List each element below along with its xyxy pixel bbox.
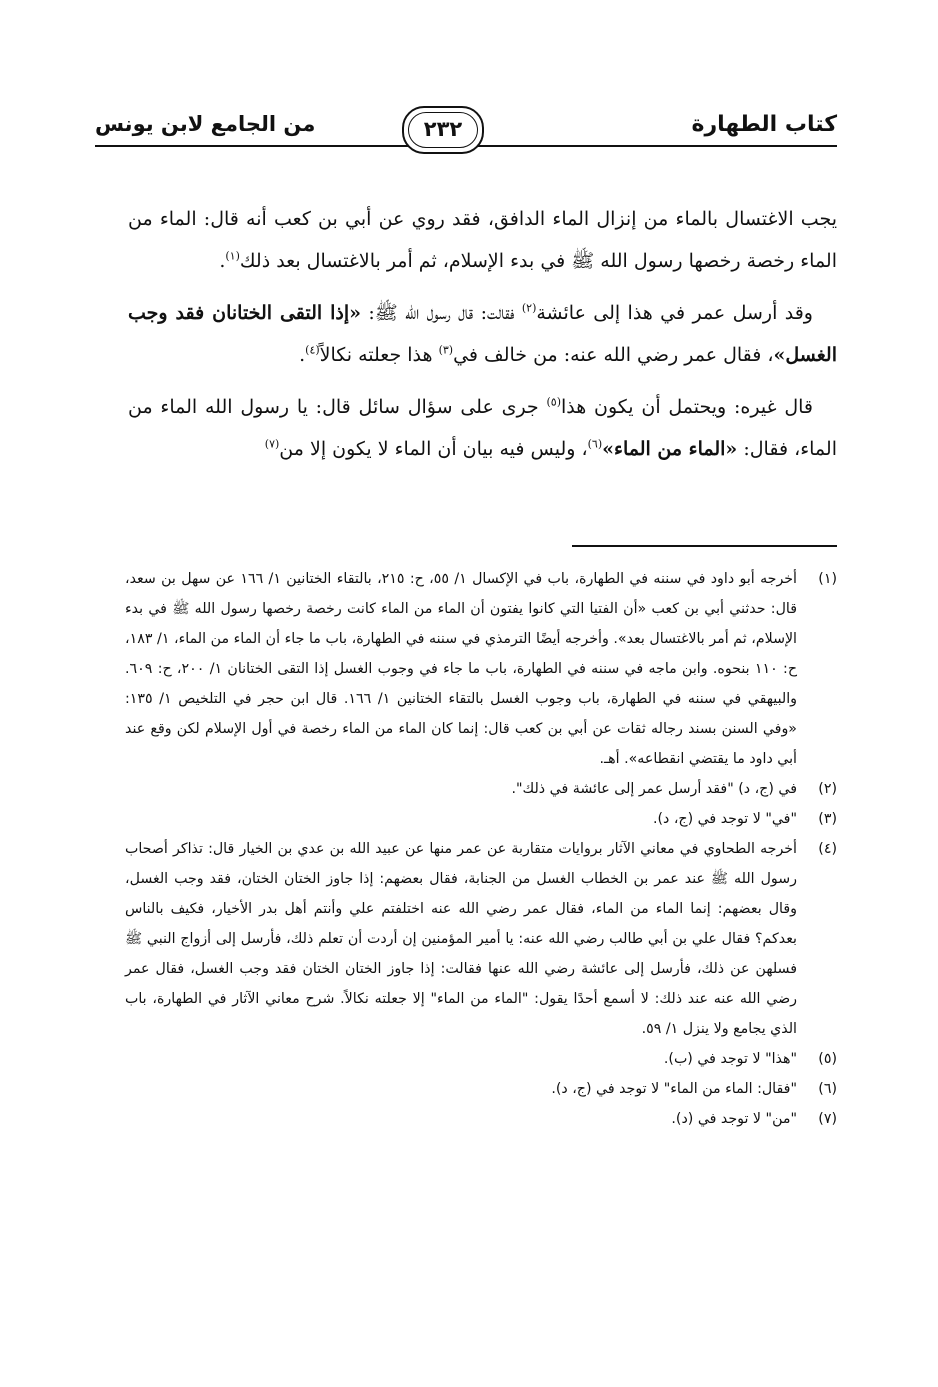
footnote-ref: (٦) <box>587 437 603 451</box>
footnote-number: (٦) <box>818 1081 837 1097</box>
footnote-text: "في" لا توجد في (ج، د). <box>652 811 797 827</box>
paragraph-1 <box>128 198 837 282</box>
text-run: . <box>299 344 306 366</box>
footnote-text: أخرجه أبو داود في سننه في الطهارة، باب في الإكسال ١/ ٥٥، ح: ٢١٥، بالتقاء الختانين ١/ ١٦٦ عن سهل بن سعد، قال: حدثني أبي بن كعب «أن الفتيا التي كانوا يفتون أن الماء من الماء كانت رخصة رخصها رسول الله ﷺ في بدء الإسلام، ثم أمر بالاغتسال بعد». وأخرجه أيضًا الترمذي في سننه في الطهارة، باب ما جاء أن الماء من الماء، ١/ ١٨٣، ح: ١١٠ بنحوه. وابن ماجه في سننه في الطهارة، باب ما جاء في وجوب الغسل إذا التقى الختانان ١/ ٢٠٠، ح: ٦٠٩. والبيهقي في سننه في الطهارة، باب وجوب الغسل بالتقاء الختانين ١/ ١٦٦. قال ابن حجر في التلخيص ١/ ١٣٥: «وفي السنن بسند رجاله ثقات عن أبي بن كعب قال: إنما كان الماء من الماء رخصة في أول الإسلام لكن وقع عند أبي داود ما يقتضي انقطاعه». أهـ. <box>125 571 797 767</box>
hadith-quote: «إذا التقى الختانان فقد وجب الغسل» <box>128 302 837 366</box>
footnote-number: (٥) <box>818 1051 837 1067</box>
text-run: وقد أرسل عمر في هذا إلى عائشة <box>536 302 813 324</box>
footnote-6 <box>125 1074 837 1104</box>
footnote-ref: (٧) <box>264 437 280 451</box>
footnote-text: في (ج، د) "فقد أرسل عمر إلى عائشة في ذلك". <box>511 781 797 797</box>
text-run: قال غيره: ويحتمل أن يكون هذا <box>560 396 813 418</box>
footnote-text: "فقال: الماء من الماء" لا توجد في (ج، د). <box>551 1081 797 1097</box>
text-run: ، فقال عمر رضي الله عنه: من خالف في <box>453 344 774 366</box>
hadith-quote: «الماء من الماء» <box>602 438 738 460</box>
running-header <box>95 112 837 164</box>
footnote-4 <box>125 834 837 1044</box>
footnote-text: "هذا" لا توجد في (ب). <box>663 1051 797 1067</box>
footnote-text: "من" لا توجد في (د). <box>671 1111 797 1127</box>
main-text <box>128 198 837 480</box>
text-run: فقالت: قال رسول الله ﷺ: <box>361 302 522 324</box>
text-run: ، وليس فيه بيان أن الماء لا يكون إلا من <box>279 438 588 460</box>
text-run: . <box>219 250 226 272</box>
footnote-3 <box>125 804 837 834</box>
footnote-separator <box>572 545 837 547</box>
book-title: كتاب الطهارة <box>686 112 837 137</box>
footnote-number: (٤) <box>818 841 837 857</box>
page-number: ٢٣٢ <box>402 106 484 154</box>
paragraph-3 <box>128 386 837 470</box>
footnote-ref: (٣) <box>438 343 454 357</box>
text-run: يجب الاغتسال بالماء من إنزال الماء الدافق، فقد روي عن أبي بن كعب أنه قال: الماء من الماء رخصة رخصها رسول الله ﷺ في بدء الإسلام، ثم أمر بالاغتسال بعد ذلك <box>128 208 837 272</box>
footnote-text: أخرجه الطحاوي في معاني الآثار بروايات متقاربة عن عمر منها عن عبيد الله بن عدي بن الخيار قال: تذاكر أصحاب رسول الله ﷺ عند عمر بن الخطاب الغسل من الجنابة، فقال بعضهم: إذا جاوز الختان الختان، فقد وجب الغسل، وقال بعضهم: إنما الماء من الماء، فقال عمر رضي الله عنه اختلفتم علي وأنتم أهل بدر الأخيار، فكيف بالناس بعدكم؟ فقال علي بن أبي طالب رضي الله عنه: يا أمير المؤمنين إن أردت أن تعلم ذلك، فأرسل إلى أزواج النبي ﷺ فسلهن عن ذلك، فأرسل إلى عائشة رضي الله عنها فقالت: إذا جاوز الختان الختان فقد وجب الغسل، فقال عمر رضي الله عنه عند ذلك: لا أسمع أحدًا يقول: "الماء من الماء" إلا جعلته نكالاً. شرح معاني الآثار في الطهارة، باب الذي يجامع ولا ينزل ١/ ٥٩. <box>125 841 797 1037</box>
footnotes <box>125 564 837 1134</box>
footnote-number: (١) <box>818 571 837 587</box>
footnote-number: (٢) <box>818 781 837 797</box>
footnote-ref: (٥) <box>546 395 561 409</box>
footnote-5 <box>125 1044 837 1074</box>
footnote-2 <box>125 774 837 804</box>
footnote-7 <box>125 1104 837 1134</box>
footnote-ref: (١) <box>225 249 240 263</box>
source-title: من الجامع لابن يونس <box>95 112 321 136</box>
footnote-ref: (٤) <box>305 343 320 357</box>
footnote-number: (٧) <box>818 1111 837 1127</box>
footnote-number: (٣) <box>818 811 837 827</box>
text-run: هذا جعلته نكالاً <box>319 344 439 366</box>
paragraph-2 <box>128 292 837 376</box>
footnote-1 <box>125 564 837 774</box>
text-run: جرى على سؤال سائل قال: يا رسول الله الماء من الماء، فقال: <box>128 396 837 460</box>
footnote-ref: (٢) <box>521 301 537 315</box>
